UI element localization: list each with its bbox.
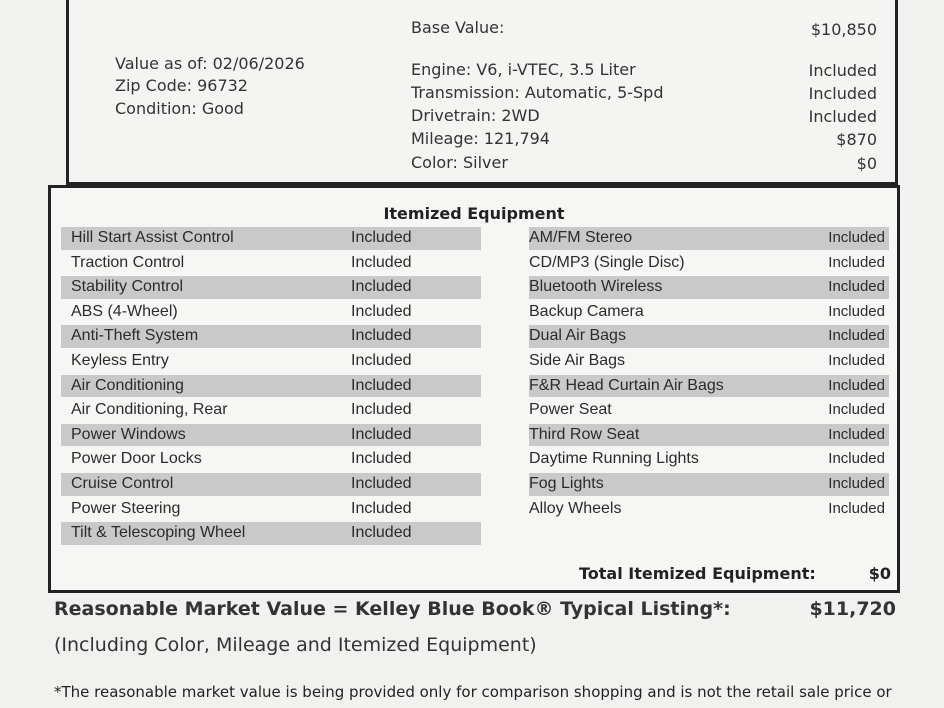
- equipment-item: Traction Control: [71, 253, 185, 271]
- equipment-status: Included: [351, 450, 412, 468]
- equipment-status: Included: [828, 376, 885, 394]
- equipment-item: Third Row Seat: [529, 425, 640, 443]
- equipment-status: Included: [828, 327, 885, 345]
- equipment-status: Included: [828, 253, 885, 271]
- table-row: [61, 251, 889, 276]
- equipment-status: Included: [351, 401, 412, 419]
- equipment-title: Itemized Equipment: [383, 204, 565, 223]
- equipment-item: Keyless Entry: [71, 351, 169, 369]
- spec-engine-value: Included: [808, 61, 877, 80]
- market-value: $11,720: [809, 598, 896, 620]
- spec-transmission: Transmission: Automatic, 5-Spd: [411, 83, 664, 102]
- table-row: [61, 521, 889, 546]
- equipment-status: Included: [351, 474, 412, 492]
- equipment-status: Included: [828, 302, 885, 320]
- equipment-status: Included: [351, 351, 412, 369]
- footnote: *The reasonable market value is being provided only for comparison shopping and is not the retail sale price or: [54, 683, 892, 701]
- equipment-item: Alloy Wheels: [529, 499, 622, 517]
- equipment-item: Power Steering: [71, 499, 181, 517]
- spec-engine: Engine: V6, i-VTEC, 3.5 Liter: [411, 60, 636, 79]
- equipment-status: Included: [351, 327, 412, 345]
- table-row: [61, 497, 889, 522]
- equipment-item: Tilt & Telescoping Wheel: [71, 524, 246, 542]
- spec-transmission-value: Included: [808, 84, 877, 103]
- spec-color-value: $0: [856, 154, 877, 173]
- equipment-status: Included: [828, 401, 885, 419]
- equipment-item: Anti-Theft System: [71, 327, 199, 345]
- equipment-status: Included: [351, 253, 412, 271]
- equipment-status: Included: [828, 474, 885, 492]
- equipment-status: Included: [351, 229, 412, 246]
- equipment-item: Air Conditioning: [71, 376, 184, 394]
- equipment-item: Stability Control: [71, 278, 184, 296]
- base-value-label: Base Value:: [411, 18, 505, 37]
- equipment-item: ABS (4-Wheel): [71, 302, 178, 320]
- equipment-status: Included: [828, 351, 885, 369]
- table-row: [61, 226, 889, 251]
- equipment-item: Cruise Control: [71, 474, 174, 492]
- spec-mileage-value: $870: [836, 130, 877, 149]
- equipment-status: Included: [828, 499, 885, 517]
- condition: Condition: Good: [115, 99, 244, 118]
- spec-drivetrain: Drivetrain: 2WD: [411, 106, 540, 125]
- equipment-item: AM/FM Stereo: [529, 229, 633, 246]
- equipment-item: Power Windows: [71, 425, 186, 443]
- value-as-of: Value as of: 02/06/2026: [115, 54, 305, 73]
- table-row: [61, 349, 889, 374]
- equipment-status: Included: [351, 499, 412, 517]
- equipment-table: [61, 226, 889, 546]
- table-row: [61, 275, 889, 300]
- spec-drivetrain-value: Included: [808, 107, 877, 126]
- table-row: [61, 423, 889, 448]
- spec-mileage: Mileage: 121,794: [411, 129, 550, 148]
- vehicle-summary-box: [66, 0, 898, 185]
- zip-code: Zip Code: 96732: [115, 76, 248, 95]
- equipment-status: Included: [828, 425, 885, 443]
- equipment-item: Power Door Locks: [71, 450, 202, 468]
- equipment-status: Included: [351, 376, 412, 394]
- equipment-item: Backup Camera: [529, 302, 644, 320]
- base-value: $10,850: [810, 20, 877, 39]
- equipment-status: Included: [351, 425, 412, 443]
- equipment-item: Bluetooth Wireless: [529, 278, 663, 296]
- itemized-equipment-box: [48, 185, 900, 593]
- equipment-item: Daytime Running Lights: [529, 450, 699, 468]
- equipment-item: Side Air Bags: [529, 351, 626, 369]
- equipment-item: Fog Lights: [529, 474, 604, 492]
- table-row: [61, 447, 889, 472]
- equipment-status: Included: [351, 302, 412, 320]
- equipment-status: Included: [351, 524, 412, 542]
- equipment-status: Included: [828, 278, 885, 296]
- equipment-status: Included: [828, 229, 885, 246]
- table-row: [61, 300, 889, 325]
- equipment-status: Included: [828, 450, 885, 468]
- equipment-item: Power Seat: [529, 401, 612, 419]
- total-equipment-label: Total Itemized Equipment:: [579, 564, 816, 583]
- table-row: [61, 472, 889, 497]
- table-row: [61, 374, 889, 399]
- equipment-item: Air Conditioning, Rear: [71, 401, 228, 419]
- equipment-item: Hill Start Assist Control: [71, 229, 234, 246]
- market-value-note: (Including Color, Mileage and Itemized Equipment): [54, 634, 537, 656]
- equipment-item: F&R Head Curtain Air Bags: [529, 376, 724, 394]
- equipment-item: Dual Air Bags: [529, 327, 626, 345]
- equipment-item: CD/MP3 (Single Disc): [529, 253, 685, 271]
- total-equipment-value: $0: [868, 564, 891, 583]
- market-value-label: Reasonable Market Value = Kelley Blue Book® Typical Listing*:: [54, 598, 731, 620]
- table-row: [61, 324, 889, 349]
- table-row: [61, 398, 889, 423]
- equipment-status: Included: [351, 278, 412, 296]
- spec-color: Color: Silver: [411, 153, 508, 172]
